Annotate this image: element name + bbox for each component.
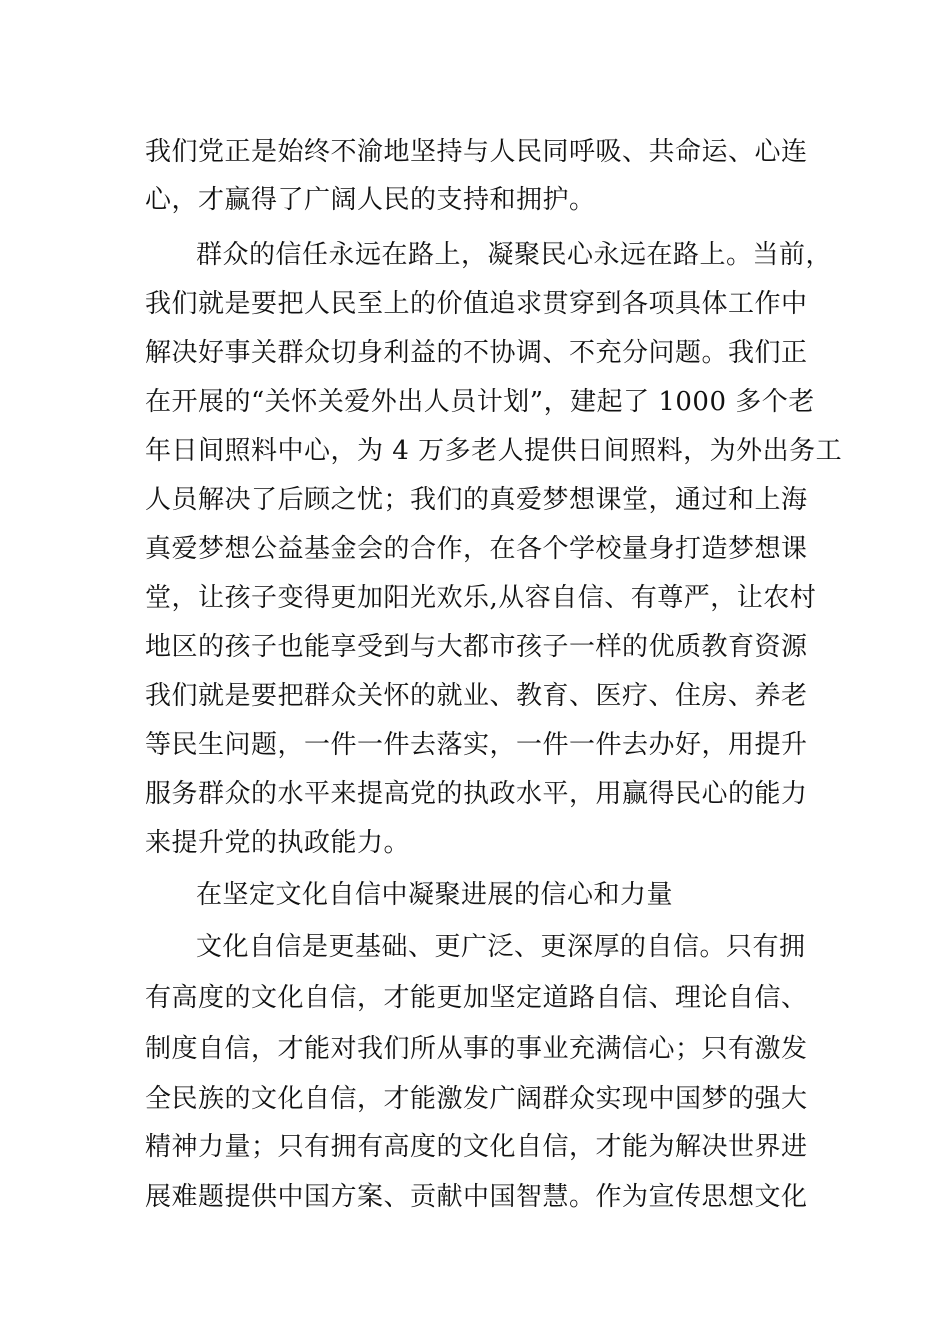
text-line: 人员解决了后顾之忧；我们的真爱梦想课堂，通过和上海 bbox=[145, 485, 808, 515]
text-line: 精神力量；只有拥有高度的文化自信，才能为解决世界进 bbox=[145, 1132, 808, 1162]
text-line: 等民生问题，一件一件去落实，一件一件去办好，用提升 bbox=[145, 730, 808, 760]
text-line: 展难题提供中国方案、贡献中国智慧。作为宣传思想文化 bbox=[145, 1182, 808, 1212]
text-line: 解决好事关群众切身利益的不协调、不充分问题。我们正 bbox=[145, 338, 808, 368]
text-line: 年日间照料中心，为 4 万多老人提供日间照料，为外出务工 bbox=[145, 436, 843, 466]
text-line: 来提升党的执政能力。 bbox=[145, 828, 411, 858]
text-line: 地区的孩子也能享受到与大都市孩子一样的优质教育资源 bbox=[145, 632, 808, 662]
section-heading: 在坚定文化自信中凝聚进展的信心和力量 bbox=[196, 880, 674, 910]
text-line: 在开展的“关怀关爱外出人员计划”，建起了 1000 多个老 bbox=[145, 387, 815, 417]
text-line: 心，才赢得了广阔人民的支持和拥护。 bbox=[145, 185, 596, 215]
text-line: 我们党正是始终不渝地坚持与人民同呼吸、共命运、心连 bbox=[145, 137, 808, 167]
text-line: 真爱梦想公益基金会的合作，在各个学校量身打造梦想课 bbox=[145, 534, 808, 564]
text-line: 服务群众的水平来提高党的执政水平，用赢得民心的能力 bbox=[145, 779, 808, 809]
text-line: 全民族的文化自信，才能激发广阔群众实现中国梦的强大 bbox=[145, 1084, 808, 1114]
text-line: 我们就是要把人民至上的价值追求贯穿到各项具体工作中 bbox=[145, 289, 808, 319]
text-line: 有高度的文化自信，才能更加坚定道路自信、理论自信、 bbox=[145, 983, 808, 1013]
text-line: 文化自信是更基础、更广泛、更深厚的自信。只有拥 bbox=[196, 932, 806, 962]
text-line: 群众的信任永远在路上，凝聚民心永远在路上。当前， bbox=[196, 240, 833, 270]
text-line: 堂，让孩子变得更加阳光欢乐,从容自信、有尊严，让农村 bbox=[145, 583, 817, 613]
text-line: 我们就是要把群众关怀的就业、教育、医疗、住房、养老 bbox=[145, 681, 808, 711]
text-line: 制度自信，才能对我们所从事的事业充满信心；只有激发 bbox=[145, 1034, 808, 1064]
